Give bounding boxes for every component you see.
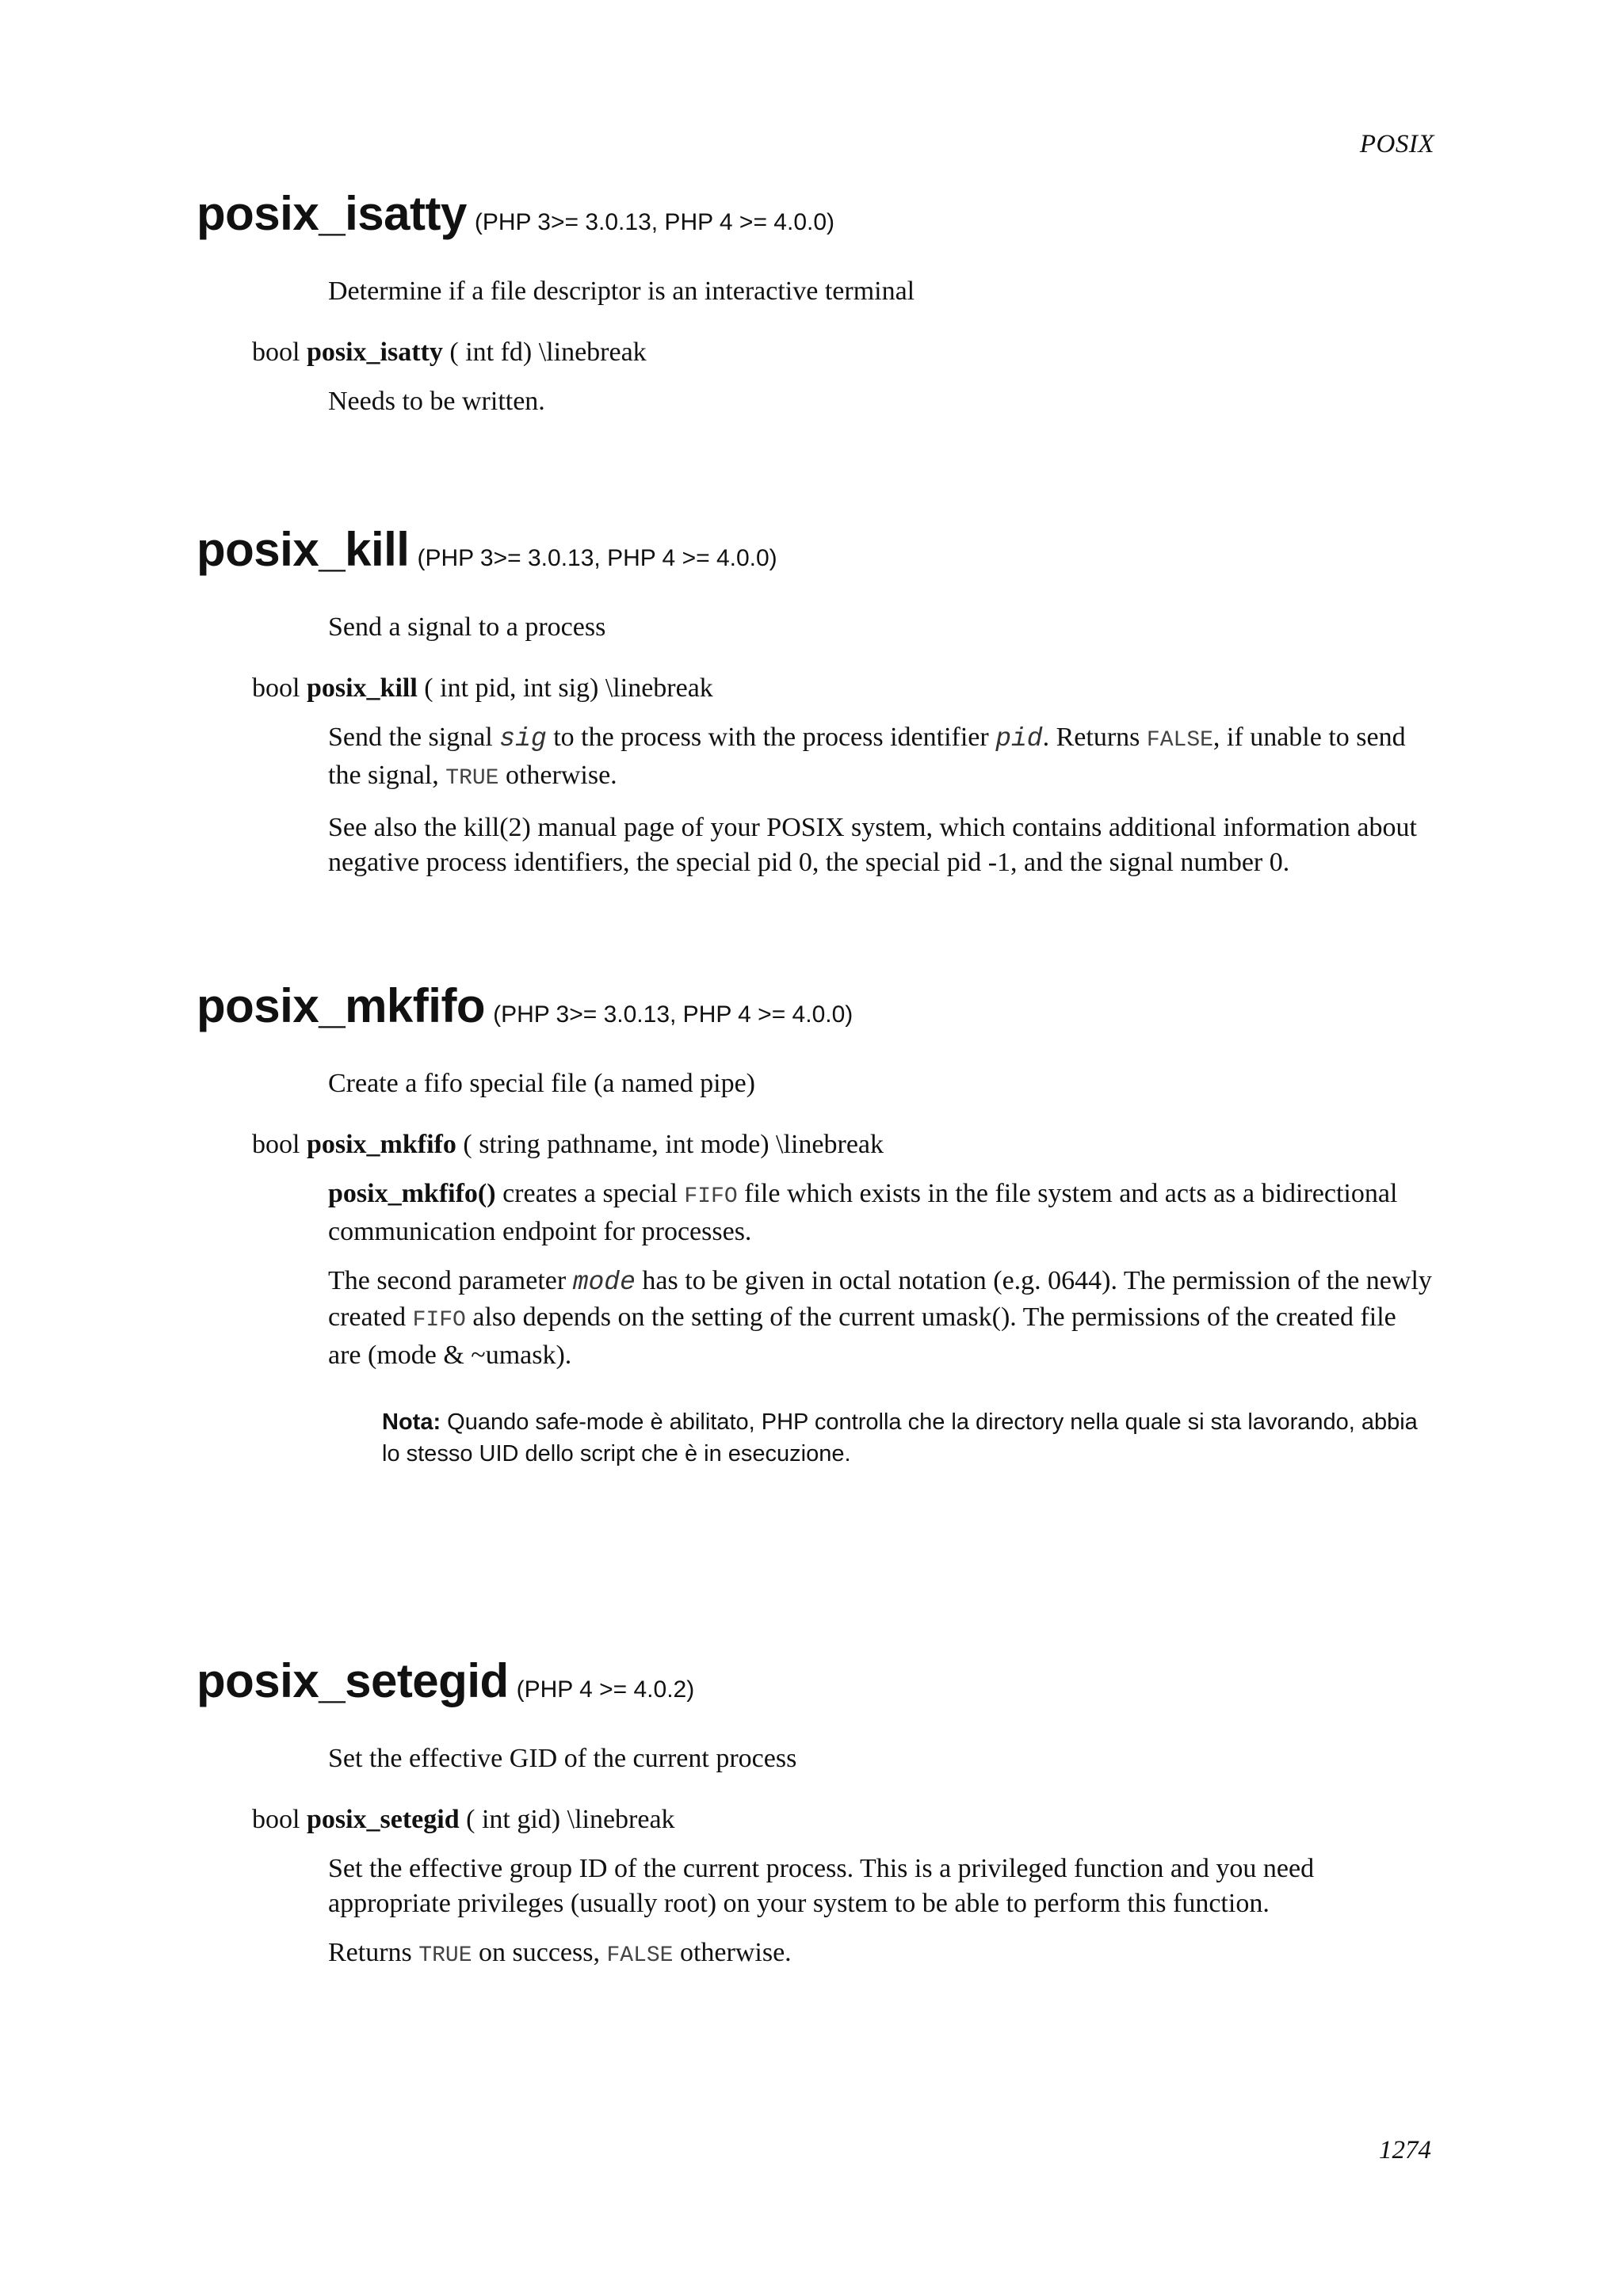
version-info: (PHP 3>= 3.0.13, PHP 4 >= 4.0.0) [493,1001,854,1028]
function-purpose: Set the effective GID of the current process [328,1744,797,1773]
function-name: posix_setegid [197,1654,509,1707]
function-purpose: Determine if a file descriptor is an interactive terminal [328,277,915,306]
function-synopsis [252,335,1433,370]
text-run: also depends on the setting of the current umask(). The permissions of the created file are (mode & ~umask). [328,1302,1396,1370]
return-value-paragraph [328,1936,1433,1974]
function-synopsis [252,671,1433,706]
text-run: creates a special [495,1179,685,1208]
function-purpose: Create a fifo special file (a named pipe) [328,1069,756,1098]
constant-false: FALSE [606,1943,674,1968]
description-paragraph [328,1177,1433,1249]
description: Needs to be written. [328,387,545,416]
constant-false: FALSE [1146,728,1213,753]
text-run: Send the signal [328,723,500,752]
entry-posix-isatty [197,187,1433,419]
entry-title [197,523,1433,576]
function-name: posix_mkfifo [197,979,486,1032]
function-purpose: Send a signal to a process [328,612,606,642]
text-run: on success, [472,1938,607,1967]
return-type: bool [252,673,300,703]
text-run: to the process with the process identifier [546,723,996,752]
running-header: POSIX [1359,130,1434,158]
parameter-mode: mode [572,1268,636,1297]
page-number: 1274 [1379,2136,1431,2164]
synopsis-name: posix_kill [306,673,418,703]
version-info: (PHP 3>= 3.0.13, PHP 4 >= 4.0.0) [417,545,777,571]
function-synopsis [252,1802,1433,1837]
note-box [382,1406,1436,1470]
description-paragraph [328,720,1433,796]
synopsis-name: posix_mkfifo [306,1130,456,1159]
version-info: (PHP 3>= 3.0.13, PHP 4 >= 4.0.0) [474,209,835,235]
text-run: . Returns [1042,723,1147,752]
description-paragraph: Set the effective group ID of the current process. This is a privileged function and you need appropriate privileges (usually root) on your system to be able to perform this function. [328,1854,1315,1918]
entry-posix-setegid [197,1654,1433,1974]
synopsis-name: posix_isatty [306,338,443,367]
synopsis-args: ( int fd) \linebreak [449,338,647,367]
parameter-pid: pid [995,724,1043,753]
function-reference: posix_mkfifo() [328,1179,496,1208]
constant-true: TRUE [418,1943,472,1968]
return-type: bool [252,1130,300,1159]
entry-posix-mkfifo [197,979,1433,1470]
synopsis-args: ( int gid) \linebreak [466,1805,675,1834]
text-run: , if unable to send the signal, [328,723,1406,790]
function-name: posix_isatty [197,187,467,240]
function-synopsis [252,1127,1433,1162]
text-run: otherwise. [673,1938,792,1967]
mode-paragraph [328,1264,1433,1373]
note-label: Nota: [382,1409,441,1435]
text-run: otherwise. [498,761,617,790]
see-also-paragraph: See also the kill(2) manual page of your POSIX system, which contains additional information about negative process identifiers, the special pid 0, the special pid -1, and the signal number 0. [328,813,1417,877]
entry-posix-kill [197,523,1433,880]
constant-fifo: FIFO [412,1308,466,1333]
constant-true: TRUE [445,766,499,791]
entry-title [197,187,1433,240]
note-text: Quando safe-mode è abilitato, PHP controlla che la directory nella quale si sta lavorando, abbia lo stesso UID dello script che è in esecuzione. [382,1409,1418,1466]
synopsis-args: ( int pid, int sig) \linebreak [424,673,713,703]
version-info: (PHP 4 >= 4.0.2) [516,1676,695,1703]
function-name: posix_kill [197,523,410,576]
text-run: file which exists in the file system and acts as a bidirectional communication endpoint for processes. [328,1179,1398,1246]
synopsis-name: posix_setegid [306,1805,460,1834]
text-run: The second parameter [328,1266,573,1295]
entry-title [197,1654,1433,1707]
synopsis-args: ( string pathname, int mode) \linebreak [463,1130,884,1159]
parameter-sig: sig [499,724,547,753]
text-run: has to be given in octal notation (e.g. 0644). The permission of the newly created [328,1266,1432,1332]
return-type: bool [252,338,300,367]
text-run: Returns [328,1938,419,1967]
constant-fifo: FIFO [684,1184,738,1209]
entry-title [197,979,1433,1032]
return-type: bool [252,1805,300,1834]
